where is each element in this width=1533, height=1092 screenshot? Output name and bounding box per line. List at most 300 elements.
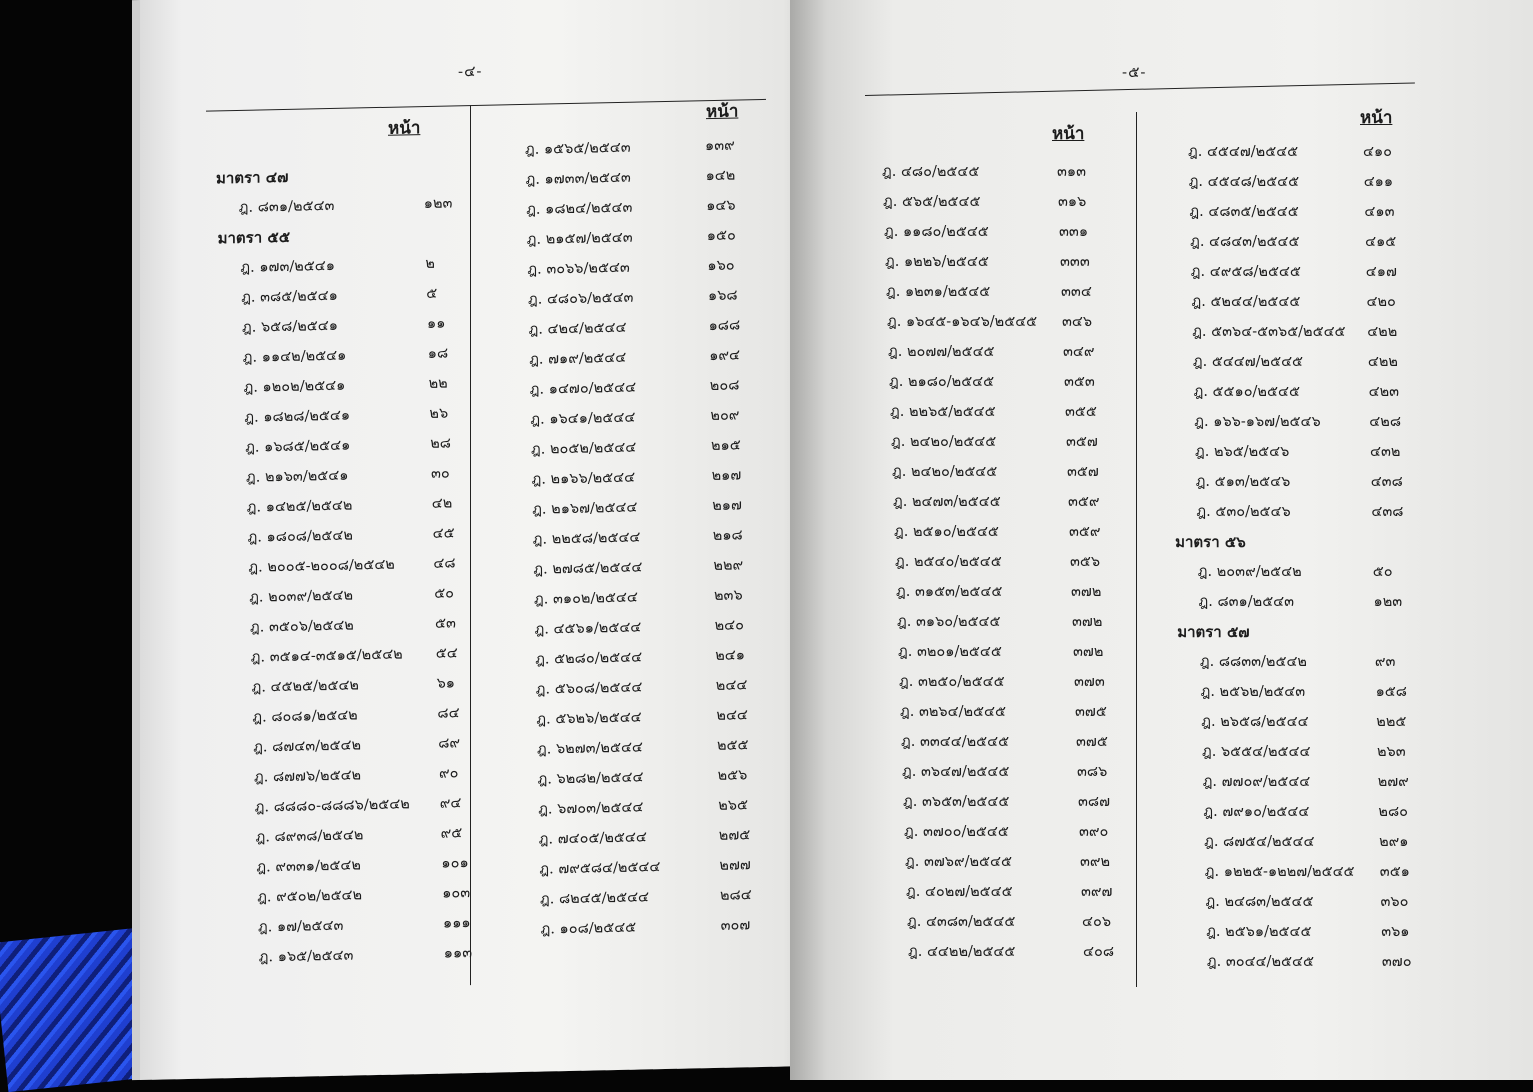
index-entry [1198,560,1448,590]
case-reference: ฎ. ๔๙๕๘/๒๕๔๕ [1190,264,1301,280]
col2-header: หน้า [706,101,739,123]
page-number: ๓๑๖ [1058,194,1087,210]
index-entry [245,431,465,466]
case-reference: ฎ. ๑๒๒๕-๑๒๒๗/๒๕๔๕ [1204,864,1355,880]
page-number: ๓๓๔ [1061,284,1092,300]
page-number: ๘๔ [437,705,460,722]
page-number: ๑๒๓ [423,195,453,213]
page-number: ๔๒๘ [1369,414,1402,430]
page-number: ๓๗๕ [1076,734,1108,750]
index-entry [901,730,1121,760]
page-number: ๑๐๓ [442,885,471,902]
case-reference: ฎ. ๔๕๔๗/๒๕๔๕ [1188,144,1299,160]
index-entry [256,851,476,886]
case-reference: ฎ. ๑๕๖๕/๒๕๔๓ [525,139,631,158]
index-entry [531,433,756,468]
case-reference: ฎ. ๔๔๒๒/๒๕๔๕ [908,944,1016,960]
case-reference: ฎ. ๘๙๓๘/๒๕๔๒ [255,827,364,846]
case-reference: ฎ. ๘๐๘๑/๒๕๔๒ [252,707,358,726]
page-number: ๓๐๗ [720,917,751,934]
index-entry [536,703,761,738]
case-reference: ฎ. ๘๗๔๓/๒๕๔๒ [253,737,362,756]
case-reference: ฎ. ๖๒๘๒/๒๕๔๔ [537,769,644,788]
case-reference: ฎ. ๙๕๐๒/๒๕๔๒ [257,887,363,906]
page-number: ๙๓ [1374,654,1396,670]
case-reference: ฎ. ๒๑๖๗/๒๕๔๔ [532,499,638,518]
case-reference: ฎ. ๒๐๕๒/๒๕๔๔ [531,439,637,458]
index-entry [887,310,1107,340]
case-reference: ฎ. ๓๐๖๖/๒๕๔๓ [527,259,630,278]
index-entry [889,370,1109,400]
left-page [140,0,832,1080]
index-entry [541,913,766,948]
case-reference: ฎ. ๑๔๒๕/๒๕๔๒ [246,497,353,516]
index-entry [532,463,757,498]
case-reference: ฎ. ๗๗๐๙/๒๕๔๔ [1202,774,1311,790]
case-reference: ฎ. ๑๒๒๖/๒๕๔๕ [885,254,989,270]
index-entry [1203,770,1453,800]
index-entry [533,553,758,588]
page-number: ๑๙๔ [709,347,740,365]
case-reference: ฎ. ๕๒๘๐/๒๕๔๔ [535,649,643,668]
case-reference: ฎ. ๕๑๓/๒๕๔๖ [1195,474,1291,490]
case-reference: ฎ. ๒๕๖๒/๒๕๔๓ [1200,684,1306,700]
index-entry [246,461,466,496]
case-reference: ฎ. ๒๐๓๙/๒๕๔๒ [1197,564,1302,580]
case-reference: ฎ. ๒๐๓๙/๒๕๔๒ [249,587,354,606]
index-entry [1190,230,1440,260]
index-entry [529,313,754,348]
page-number: ๒๒ [428,375,448,392]
page-number: ๓๘๗ [1078,794,1111,810]
page-number: ๒ [425,255,435,273]
case-reference: ฎ. ๑๐๘/๒๕๔๕ [540,919,637,938]
case-reference: ฎ. ๕๖๐๘/๒๕๔๔ [535,679,643,698]
case-reference: ฎ. ๒๑๘๐/๒๕๔๕ [889,374,995,390]
index-entry [529,343,754,378]
index-entry [250,611,470,646]
index-entry [244,401,464,436]
case-reference: ฎ. ๗๔๐๕/๒๕๔๔ [538,829,647,848]
page-number: ๓๕๕ [1065,404,1097,420]
index-entry [904,820,1124,850]
index-entry [1201,710,1451,740]
case-reference: ฎ. ๘๗๕๔/๒๕๔๔ [1204,834,1315,850]
index-entry [530,373,755,408]
index-entry [252,671,472,706]
page-number: ๒๖๓ [1377,744,1406,760]
index-entry [535,613,760,648]
page-number: ๓๕๓ [1064,374,1095,390]
case-reference: ฎ. ๘๘๓๓/๒๕๔๒ [1199,654,1307,670]
index-entry [254,761,474,796]
index-entry [253,731,473,766]
left-page-number: -๔- [458,61,483,81]
index-entry [884,220,1104,250]
page-number: ๓๕๗ [1067,464,1099,480]
index-entry [243,341,463,376]
index-entry [252,701,472,736]
case-reference: ฎ. ๒๐๐๕-๒๐๐๘/๒๕๔๒ [248,556,395,576]
index-entry [902,760,1122,790]
page-number: ๓๕๙ [1068,494,1100,510]
index-entry [900,700,1120,730]
page-number: ๔๑๐ [1363,144,1393,160]
page-number: ๒๑๗ [712,497,742,515]
right-page [790,0,1533,1080]
case-reference: ฎ. ๓๓๔๔/๒๕๔๕ [901,734,1010,750]
case-reference: ฎ. ๔๘๔๓/๒๕๔๕ [1190,234,1300,250]
page-number: ๓๓๑ [1059,224,1089,240]
case-reference: ฎ. ๒๕๖๑/๒๕๔๕ [1206,924,1312,940]
index-entry [239,191,459,226]
page-number: ๓๕๑ [1379,864,1410,880]
case-reference: ฎ. ๑๗๓๓/๒๕๔๓ [525,169,631,188]
case-reference: ฎ. ๒๐๗๗/๒๕๔๕ [888,344,995,360]
case-reference: ฎ. ๒๔๒๐/๒๕๔๕ [891,434,997,450]
case-reference: ฎ. ๗๙๕๘๔/๒๕๔๔ [539,859,661,878]
section-heading [1177,620,1449,650]
case-reference: ฎ. ๑๒๐๒/๒๕๔๑ [243,377,346,396]
case-reference: ฎ. ๔๕๒๕/๒๕๔๒ [251,677,359,696]
case-reference: ฎ. ๒๔๘๓/๒๕๔๕ [1205,894,1314,910]
index-entry [1201,680,1451,710]
page-number: ๘๙ [438,735,460,752]
section-heading [217,221,460,256]
case-reference: ฎ. ๔๘๐/๒๕๔๕ [882,164,980,180]
index-entry [1193,350,1443,380]
index-entry [244,371,464,406]
page-number: ๔๕ [432,525,455,542]
page-number: ๒๑๘ [712,527,743,545]
index-entry [247,491,467,526]
case-reference: ฎ. ๘๒๔๕/๒๕๔๔ [540,889,650,908]
case-reference: ฎ. ๕๓๐/๒๕๔๖ [1196,504,1291,520]
case-reference: ฎ. ๔๕๖๑/๒๕๔๔ [534,619,642,638]
section-label: มาตรา ๕๗ [1177,623,1250,641]
index-entry [527,253,752,288]
right-col2-list [1175,140,1438,980]
index-entry [526,163,751,198]
index-entry [537,733,762,768]
index-entry [1199,590,1449,620]
page-number: ๓๖๐ [1380,894,1409,910]
section-label: มาตรา ๔๗ [216,167,289,188]
index-entry [905,850,1125,880]
case-reference: ฎ. ๒๗๘๕/๒๕๔๔ [533,559,643,578]
page-number: ๒๐๘ [709,377,740,395]
case-reference: ฎ. ๗๑๙/๒๕๔๔ [529,349,627,368]
page-number: ๔๐๘ [1083,944,1115,960]
index-entry [526,193,751,228]
page-number: ๑๒๓ [1373,594,1403,610]
case-reference: ฎ. ๓๑๕๓/๒๕๔๕ [896,584,1003,600]
col1-header: หน้า [388,118,421,139]
index-entry [1207,950,1457,980]
case-reference: ฎ. ๑๖๖-๑๖๗/๒๕๔๖ [1194,414,1321,430]
index-entry [883,190,1103,220]
page-number: ๓๙๒ [1080,854,1111,870]
page-number: ๒๖๕ [718,797,748,814]
case-reference: ฎ. ๓๑๖๐/๒๕๔๕ [897,614,1001,630]
page-number: ๒๗๗ [719,857,751,874]
page-number: ๒๔๐ [714,617,744,634]
page-number: ๔๘ [433,555,456,572]
page-number: ๒๔๑ [715,647,745,664]
page-number: ๕๓ [435,615,456,632]
index-entry [534,583,759,618]
index-entry [242,311,462,346]
index-entry [896,580,1116,610]
case-reference: ฎ. ๒๕๔๐/๒๕๔๕ [895,554,1002,570]
page-number: ๕ [426,285,438,303]
case-reference: ฎ. ๓๕๐๖/๒๕๔๒ [250,617,354,636]
case-reference: ฎ. ๒๔๗๓/๒๕๔๕ [893,494,1001,510]
case-reference: ฎ. ๔๓๘๓/๒๕๔๕ [907,914,1016,930]
page-number: ๓๕๗ [1066,434,1098,450]
case-reference: ฎ. ๑๗/๒๕๔๓ [258,917,344,936]
case-reference: ฎ. ๓๑๐๒/๒๕๔๔ [534,589,638,608]
index-entry [895,550,1115,580]
page-number: ๒๕๕ [717,737,749,754]
page-number: ๔๑๑ [1363,174,1394,190]
page-number: ๔๒๓ [1368,384,1400,400]
column-divider [1136,112,1137,987]
page-number: ๒๔๔ [715,677,748,694]
case-reference: ฎ. ๕๒๔๔/๒๕๔๕ [1191,294,1301,310]
col2-header: หน้า [1360,108,1393,128]
case-reference: ฎ. ๒๖๕/๒๕๔๖ [1195,444,1290,460]
page-number: ๙๐ [439,765,459,782]
index-entry [256,821,476,856]
page-number: ๑๓๙ [705,137,735,155]
page-number: ๔๒ [431,495,453,512]
index-entry [1189,170,1439,200]
page-number: ๑๕๐ [706,227,736,245]
index-entry [539,853,764,888]
index-entry [1195,440,1445,470]
case-reference: ฎ. ๔๘๐๖/๒๕๔๓ [528,289,634,308]
page-number: ๓๔๖ [1062,314,1093,330]
header-rule [865,83,1415,96]
page-number: ๒๕๖ [717,767,748,784]
case-reference: ฎ. ๑๑๔๒/๒๕๔๑ [242,347,347,366]
index-entry [533,523,758,558]
index-entry [251,641,471,676]
index-entry [527,223,752,258]
page-number: ๓๘๖ [1077,764,1108,780]
page-number: ๓๐ [431,465,450,482]
case-reference: ฎ. ๘๘๘๐-๘๘๘๖/๒๕๔๒ [254,796,410,816]
page-number: ๔๐๖ [1082,914,1112,930]
index-entry [259,941,479,976]
page-number: ๓๙๐ [1079,824,1109,840]
index-entry [1194,410,1444,440]
case-reference: ฎ. ๓๐๔๔/๒๕๔๕ [1206,954,1314,970]
section-heading [216,161,458,196]
case-reference: ฎ. ๖๒๗๓/๒๕๔๔ [537,739,643,758]
case-reference: ฎ. ๑๖๘๕/๒๕๔๑ [245,437,351,456]
page-number: ๓๕๖ [1070,554,1101,570]
index-entry [539,823,764,858]
page-number: ๑๖๘ [708,287,738,305]
page-number: ๔๒๐ [1366,294,1396,310]
index-entry [882,160,1102,190]
index-entry [258,911,478,946]
index-entry [890,400,1110,430]
page-number: ๒๘๔ [720,887,752,904]
case-reference: ฎ. ๕๔๔๗/๒๕๔๕ [1192,354,1304,370]
case-reference: ฎ. ๔๕๔๘/๒๕๔๕ [1188,174,1300,190]
index-entry [892,460,1112,490]
case-reference: ฎ. ๑๘๐๘/๒๕๔๒ [247,527,353,546]
page-number: ๕๔ [435,645,458,662]
page-number: ๑๖๐ [707,257,735,275]
index-entry [1204,830,1454,860]
case-reference: ฎ. ๑๖๔๑/๒๕๔๔ [530,409,636,428]
page-number: ๙๕ [440,825,463,842]
case-reference: ฎ. ๔๐๒๗/๒๕๔๕ [906,884,1013,900]
case-reference: ฎ. ๒๑๖๓/๒๕๔๑ [246,467,349,486]
page-number: ๒๔๔ [716,707,748,724]
page-number: ๒๒๙ [713,557,744,574]
page-number: ๓๗๐ [1381,954,1412,970]
page-number: ๓๗๒ [1071,584,1102,600]
page-number: ๑๘๘ [708,317,741,335]
page-number: ๑๑ [427,315,446,332]
case-reference: ฎ. ๒๑๖๖/๒๕๔๔ [531,469,636,488]
col1-header: หน้า [1052,124,1085,144]
case-reference: ฎ. ๒๕๑๐/๒๕๔๕ [894,524,999,540]
case-reference: ฎ. ๑๘๒๘/๒๕๔๑ [244,407,351,426]
case-reference: ฎ. ๒๑๕๗/๒๕๔๓ [526,229,633,248]
page-number: ๓๗๒ [1072,614,1103,630]
index-entry [894,520,1114,550]
page-number: ๒๓๖ [714,587,743,604]
case-reference: ฎ. ๓๗๐๐/๒๕๔๕ [904,824,1009,840]
case-reference: ฎ. ๘๗๗๖/๒๕๔๒ [254,767,362,786]
case-reference: ฎ. ๓๒๕๐/๒๕๔๕ [899,674,1005,690]
page-number: ๒๐๙ [710,407,740,425]
index-entry [888,340,1108,370]
page-number: ๑๑๓ [443,945,473,962]
page-number: ๒๘๐ [1378,804,1408,820]
index-entry [535,643,760,678]
index-entry [1200,650,1450,680]
case-reference: ฎ. ๑๗๓/๒๕๔๑ [240,257,335,276]
page-number: ๓๗๓ [1074,674,1105,690]
page-number: ๑๑๑ [443,915,471,932]
section-heading [1175,530,1447,560]
case-reference: ฎ. ๓๒๐๑/๒๕๔๕ [898,644,1002,660]
index-entry [1206,890,1456,920]
index-entry [1194,380,1444,410]
case-reference: ฎ. ๓๖๕๓/๒๕๔๕ [903,794,1010,810]
index-entry [536,673,761,708]
page-number: ๒๗๙ [1377,774,1409,790]
left-col2-list [525,133,750,948]
page-number: ๓๖๑ [1381,924,1410,940]
index-entry [538,793,763,828]
case-reference: ฎ. ๓๗๖๙/๒๕๔๕ [905,854,1012,870]
page-number: ๔๑๓ [1364,204,1395,220]
page-number: ๔๒๒ [1367,324,1398,340]
page-number: ๒๖ [429,405,449,422]
index-entry [1192,290,1442,320]
page-number: ๔๒๒ [1367,354,1398,370]
case-reference: ฎ. ๓๒๖๔/๒๕๔๕ [900,704,1006,720]
section-label: มาตรา ๕๖ [1175,533,1246,551]
page-number: ๔๓๒ [1370,444,1401,460]
section-label: มาตรา ๕๕ [217,227,291,248]
index-entry [906,880,1126,910]
index-entry [255,791,475,826]
index-entry [528,283,753,318]
index-entry [885,250,1105,280]
index-entry [248,551,468,586]
right-page-number: -๕- [1122,63,1147,81]
index-entry [1206,920,1456,950]
index-entry [1188,140,1438,170]
index-entry [540,883,765,918]
case-reference: ฎ. ๖๕๕๔/๒๕๔๔ [1202,744,1311,760]
page-number: ๔๑๗ [1365,264,1397,280]
page-number: ๔๓๘ [1370,474,1403,490]
case-reference: ฎ. ๒๒๖๕/๒๕๔๕ [890,404,996,420]
case-reference: ฎ. ๕๓๖๔-๕๓๖๕/๒๕๔๕ [1192,324,1346,340]
index-entry [538,763,763,798]
header-rule [206,99,766,112]
case-reference: ฎ. ๙๓๓๑/๒๕๔๒ [256,857,361,876]
case-reference: ฎ. ๒๔๒๐/๒๕๔๕ [892,464,998,480]
index-entry [1189,200,1439,230]
page-number: ๓๙๗ [1081,884,1113,900]
right-col1-list [882,160,1115,970]
index-entry [1203,800,1453,830]
index-entry [886,280,1106,310]
case-reference: ฎ. ๑๒๓๑/๒๕๔๕ [886,284,991,300]
page-number: ๓๑๓ [1057,164,1087,180]
page-number: ๒๗๕ [718,827,751,844]
case-reference: ฎ. ๑๖๕/๒๕๔๓ [258,947,354,966]
page-number: ๑๐๑ [441,855,469,872]
case-reference: ฎ. ๕๕๑๐/๒๕๔๕ [1193,384,1300,400]
page-number: ๑๘ [427,345,449,362]
case-reference: ฎ. ๖๕๘/๒๕๔๑ [242,317,338,336]
page-number: ๓๗๒ [1073,644,1104,660]
page-number: ๑๔๖ [706,197,736,215]
index-entry [1196,500,1446,530]
page-number: ๑๕๘ [1375,684,1407,700]
index-entry [1196,470,1446,500]
left-col1-list [216,161,473,976]
index-entry [897,610,1117,640]
index-entry [907,910,1127,940]
index-entry [1205,860,1455,890]
page-number: ๙๔ [439,795,462,812]
index-entry [532,493,757,528]
case-reference: ฎ. ๓๖๔๗/๒๕๔๕ [902,764,1010,780]
page-number: ๒๙๑ [1379,834,1409,850]
case-reference: ฎ. ๗๙๑๐/๒๕๔๔ [1203,804,1310,820]
case-reference: ฎ. ๒๒๕๘/๒๕๔๔ [532,529,641,548]
index-entry [893,490,1113,520]
case-reference: ฎ. ๑๔๗๐/๒๕๔๔ [529,379,637,398]
page-number: ๕๐ [434,585,455,602]
case-reference: ฎ. ๕๖๒๖/๒๕๔๔ [536,709,642,728]
index-entry [257,881,477,916]
case-reference: ฎ. ๖๗๐๓/๒๕๔๔ [538,799,644,818]
